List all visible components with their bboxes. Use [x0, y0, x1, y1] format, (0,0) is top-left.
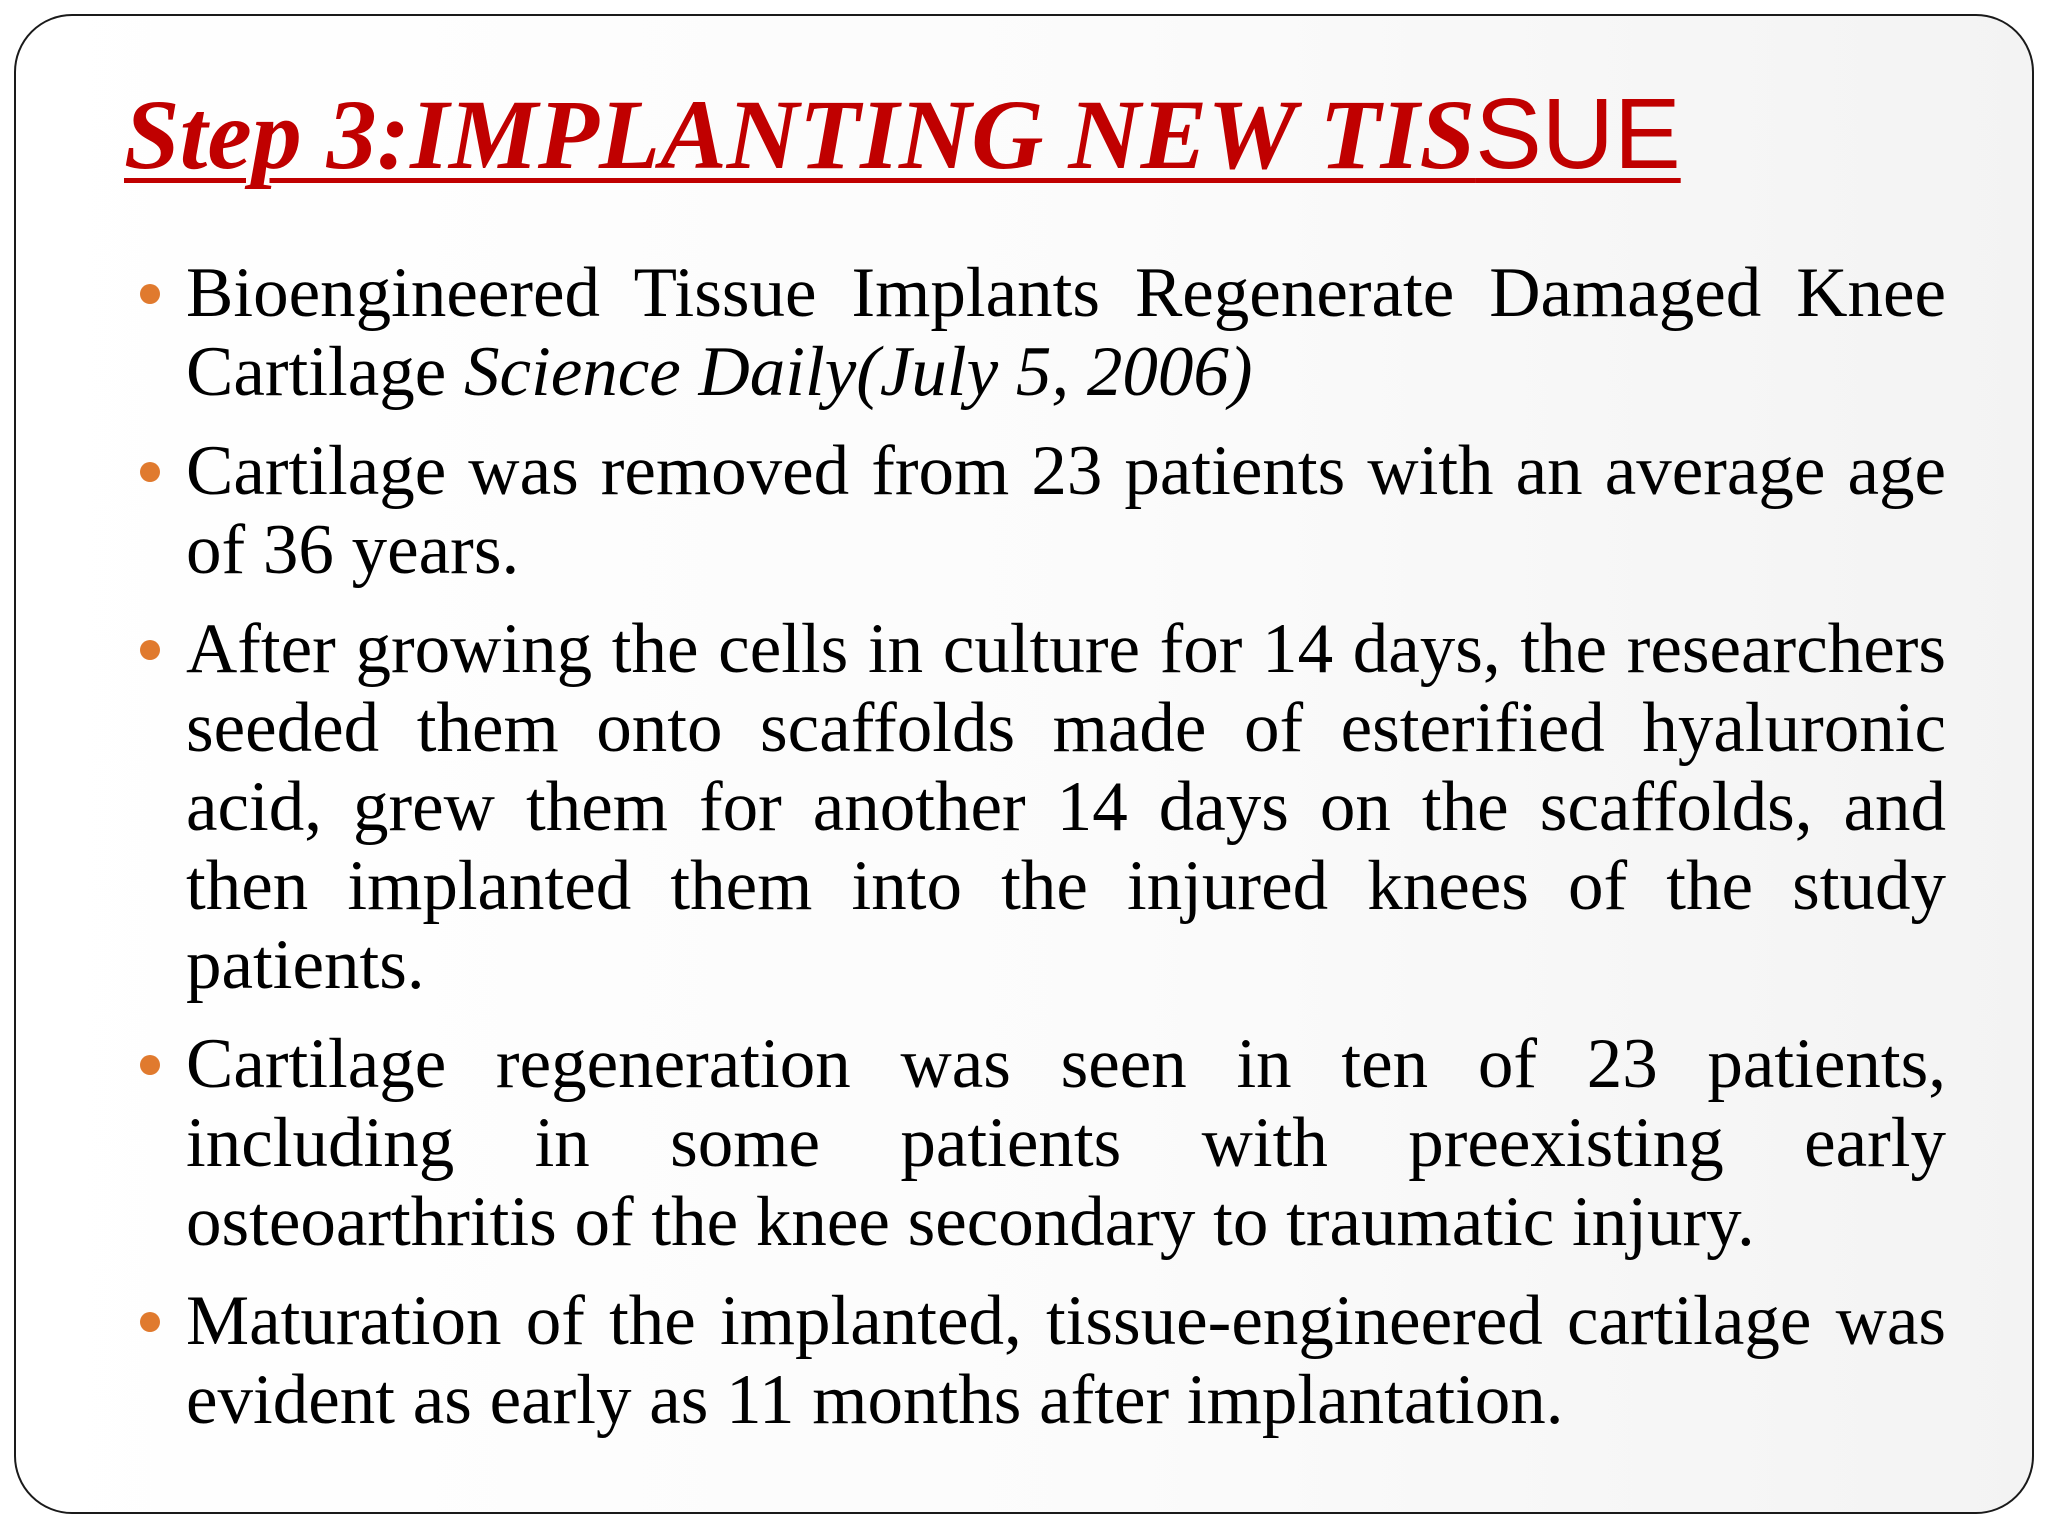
bullet-text: Maturation of the implanted, tissue-engineered cartilage was evident as early as 11 months after implantation.: [186, 1282, 1946, 1439]
bullet-item: [186, 610, 1946, 1005]
bullet-item: [186, 1282, 1946, 1440]
bullet-dot-icon: [140, 462, 160, 482]
slide: [14, 14, 2034, 1514]
title-main: Step 3:IMPLANTING NEW TIS: [124, 79, 1476, 190]
slide-title: [124, 74, 1681, 195]
bullet-text: Bioengineered Tissue Implants Regenerate Damaged Knee Cartilage: [186, 254, 1946, 411]
bullet-dot-icon: [140, 1055, 160, 1075]
bullet-citation: Science Daily(July 5, 2006): [463, 333, 1253, 411]
bullet-item: [186, 432, 1946, 590]
bullet-dot-icon: [140, 1312, 160, 1332]
bullet-text: After growing the cells in culture for 14 days, the researchers seeded them onto scaffolds made of esterified hyaluronic acid, grew them for another 14 days on the scaffolds, and then implanted them into the injured knees of the study patients.: [186, 610, 1946, 1004]
bullet-list: [16, 254, 1946, 1460]
bullet-text: Cartilage was removed from 23 patients with an average age of 36 years.: [186, 432, 1946, 589]
bullet-text: Cartilage regeneration was seen in ten of 23 patients, including in some patients with preexisting early osteoarthritis of the knee secondary to traumatic injury.: [186, 1025, 1946, 1261]
bullet-dot-icon: [140, 284, 160, 304]
bullet-item: [186, 1025, 1946, 1262]
bullet-item: [186, 254, 1946, 412]
title-tail: SUE: [1475, 78, 1681, 190]
bullet-dot-icon: [140, 640, 160, 660]
